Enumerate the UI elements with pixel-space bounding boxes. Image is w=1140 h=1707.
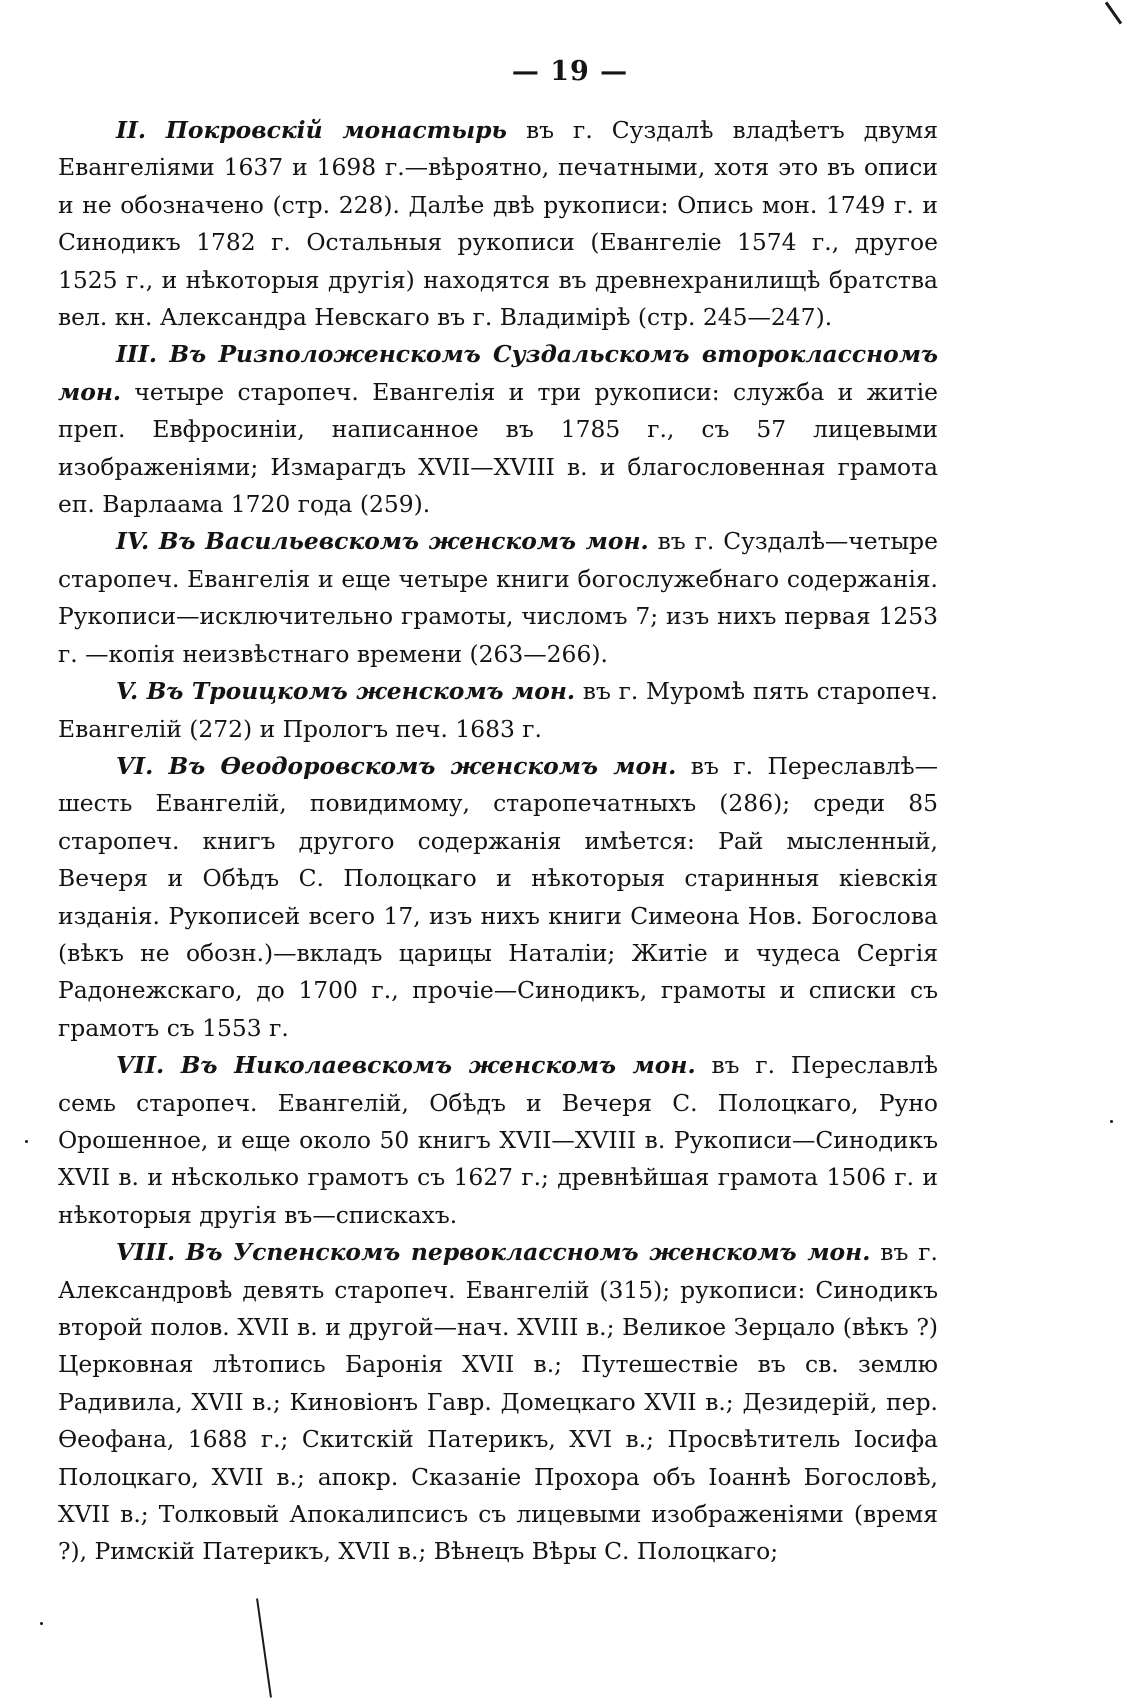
paragraph-text: въ г. Переславлѣ—шесть Евангелій, повидимому, старопечатныхъ (286); среди 85 старопеч. книгъ другого содержанія имѣется: Рай мысленный, Вечеря и Обѣдъ С. Полоцкаго и нѣкоторыя старинныя кіевскія изданія. Рукописей всего 17, изъ нихъ книги Симеона Нов. Богослова (вѣкъ не обозн.)—вкладъ царицы Наталіи; Житіе и чудеса Сергія Радонежскаго, до 1700 г., прочіе—Синодикъ, грамоты и списки съ грамотъ съ 1553 г. <box>58 751 939 1042</box>
paragraph-heading: VIII. Въ Успенскомъ первоклассномъ женскомъ мон. <box>116 1238 871 1267</box>
scan-mark-corner <box>1105 1 1122 24</box>
paragraph-text: въ г. Муромѣ пять старопеч. Евангелій (272) и Прологъ печ. 1683 г. <box>58 677 938 743</box>
paragraph-text: въ г. Александровѣ девять старопеч. Евангелій (315); рукописи: Синодикъ второй полов. XVII в. и другой—нач. XVIII в.; Великое Зерцало (вѣкъ ?) Церковная лѣтопись Баронія XVII в.; Путешествіе въ св. землю Радивила, XVII в.; Киновіонъ Гавр. Домецкаго XVII в.; Дезидерій, пер. Ѳеофана, 1688 г.; Скитскій Патерикъ, XVI в.; Просвѣтитель Іосифа Полоцкаго, XVII в.; апокр. Сказаніе Прохора объ Іоаннѣ Богословѣ, XVII в.; Толковый Апокалипсисъ съ лицевыми изображеніями (время ?), Римскій Патерикъ, XVII в.; Вѣнецъ Вѣры С. Полоцкаго; <box>58 1238 938 1566</box>
paragraph-heading: III. Въ Ризположенскомъ Суздальскомъ второклассномъ мон. <box>58 340 938 406</box>
paragraph-heading: VII. Въ Николаевскомъ женскомъ мон. <box>116 1051 696 1080</box>
paragraph-monastery-7 <box>58 1047 938 1234</box>
scan-dot <box>40 1622 43 1625</box>
paragraph-heading: V. Въ Троицкомъ женскомъ мон. <box>116 677 576 706</box>
paragraph-text: въ г. Переславлѣ семь старопеч. Евангелій, Обѣдъ и Вечеря С. Полоцкаго, Руно Орошенное, и еще около 50 книгъ XVII—XVIII в. Рукописи—Синодикъ XVII в. и нѣсколько грамотъ съ 1627 г.; древнѣйшая грамота 1506 г. и нѣкоторыя другія въ—спискахъ. <box>58 1051 938 1229</box>
paragraph-heading: IV. Въ Васильевскомъ женскомъ мон. <box>116 527 649 556</box>
paragraph-monastery-5 <box>58 673 938 748</box>
paragraph-monastery-8 <box>58 1234 938 1571</box>
scan-mark-bottom <box>256 1598 272 1697</box>
paragraph-text: въ г. Суздалѣ владѣетъ двумя Евангеліями 1637 и 1698 г.—вѣроятно, печатными, хотя это въ описи и не обозначено (стр. 228). Далѣе двѣ рукописи: Опись мон. 1749 г. и Синодикъ 1782 г. Остальныя рукописи (Евангеліе 1574 г., другое 1525 г., и нѣкоторыя другія) находятся въ древнехранилищѣ братства вел. кн. Александра Невскаго въ г. Владимірѣ (стр. 245—247). <box>58 116 938 332</box>
paragraph-heading: VI. Въ Ѳеодоровскомъ женскомъ мон. <box>116 751 677 780</box>
page-body <box>58 112 938 1571</box>
paragraph-text: въ г. Суздалѣ—четыре старопеч. Евангелія и еще четыре книги богослужебнаго содержанія. Рукописи—исключительно грамоты, числомъ 7; изъ нихъ первая 1253 г. —копія неизвѣстнаго времени (263—266). <box>58 527 938 668</box>
paragraph-text: четыре старопеч. Евангелія и три рукописи: служба и житіе преп. Евфросиніи, написанное въ 1785 г., съ 57 лицевыми изображеніями; Измарагдъ XVII—XVIII в. и благословенная грамота еп. Варлаама 1720 года (259). <box>58 377 938 519</box>
page-number: — 19 — <box>511 56 629 87</box>
paragraph-monastery-2 <box>58 112 938 336</box>
paragraph-monastery-4 <box>58 523 938 673</box>
scan-dot <box>1110 1120 1113 1123</box>
paragraph-monastery-6 <box>58 748 938 1047</box>
paragraph-monastery-3 <box>58 336 938 523</box>
scan-dot <box>25 1140 28 1143</box>
paragraph-heading: II. Покровскій монастырь <box>116 116 507 144</box>
